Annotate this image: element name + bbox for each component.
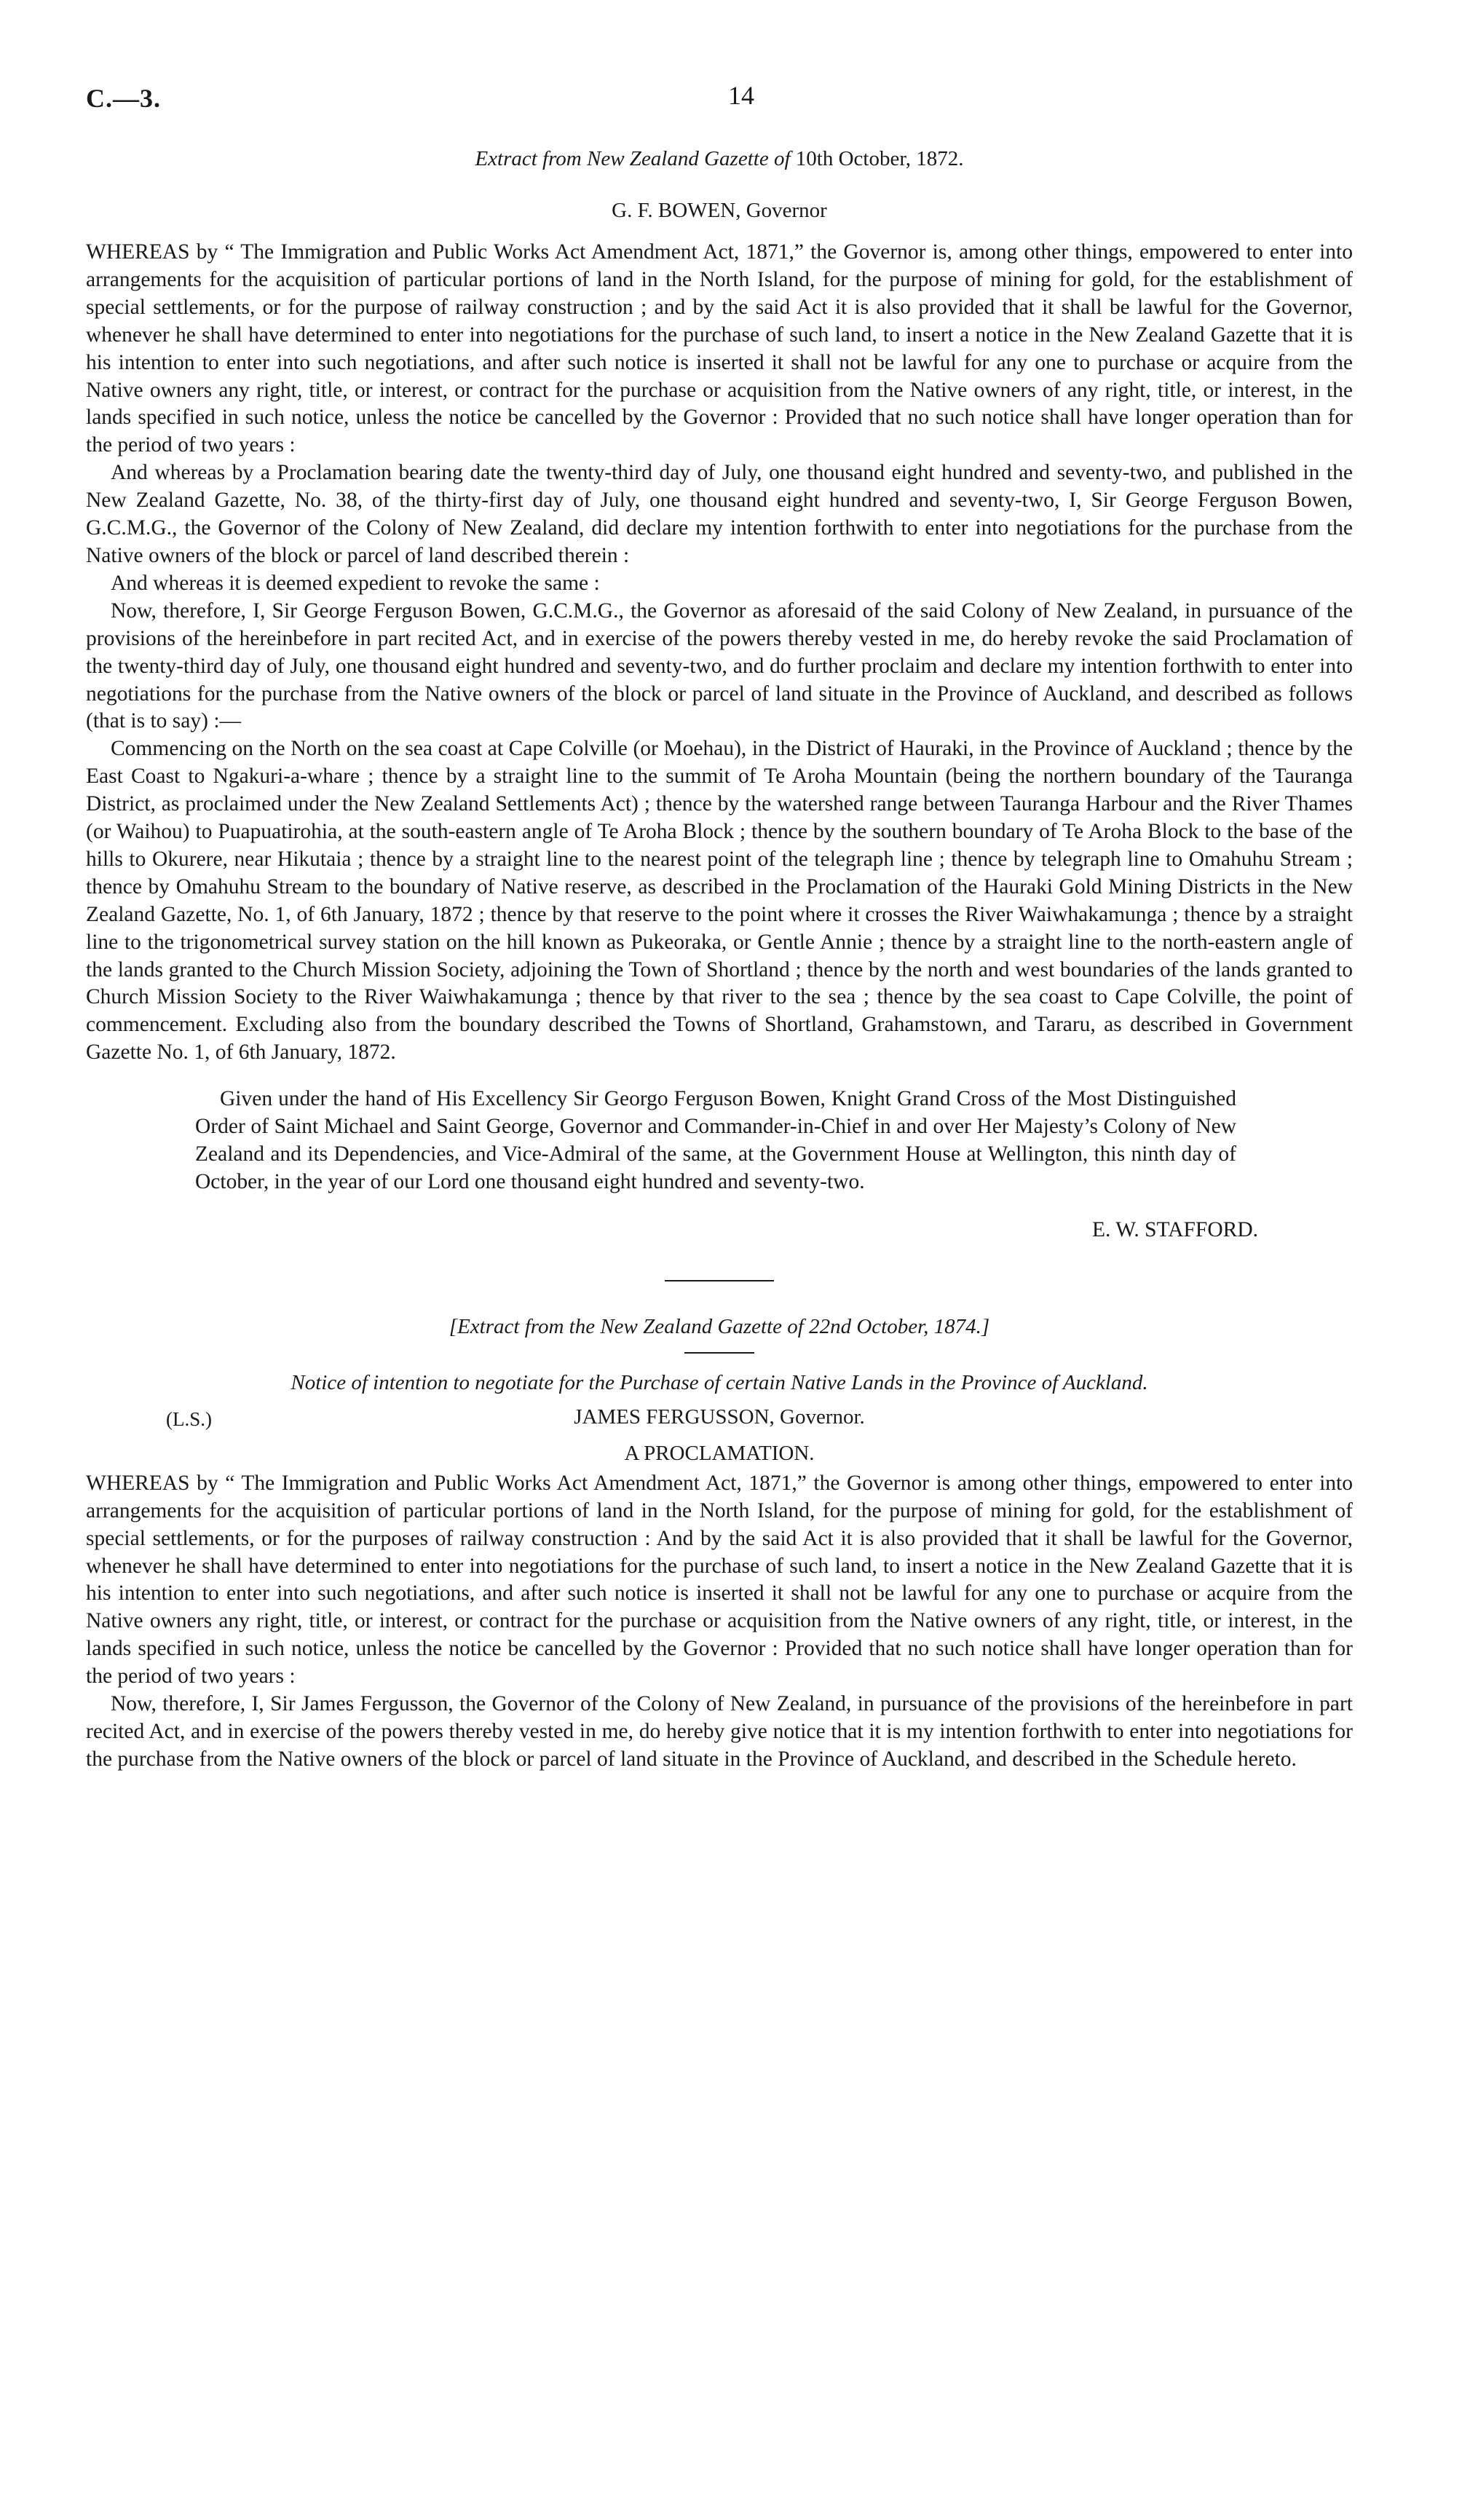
page-code: C.—3. <box>86 84 161 113</box>
signature-one: E. W. STAFFORD. <box>1092 1217 1258 1241</box>
page-header <box>86 70 1353 121</box>
proclamation-heading: A PROCLAMATION. <box>624 1441 815 1465</box>
section-divider-rule <box>665 1280 774 1281</box>
given-under-hand-block: Given under the hand of His Excellency Sir Georgo Ferguson Bowen, Knight Grand Cross of the Most Distinguished Order of Saint Michael and Saint George, Governor and Commander-in-Chief in and over Her Majesty’s Colony of New Zealand and its Dependencies, and Vice-Admiral of the same, at the Government House at Wellington, this ninth day of October, in the year of our Lord one thousand eight hundred and seventy-two. <box>195 1087 1236 1193</box>
paragraph-4: Now, therefore, I, Sir George Ferguson Bowen, G.C.M.G., the Governor as aforesaid of the said Colony of New Zealand, in pursuance of the provisions of the hereinbefore in part recited Act, and in exercise of the powers thereby vested in me, do hereby revoke the said Proclamation of the twenty-third day of July, one thousand eight hundred and seventy-two, and do further proclaim and declare my intention forthwith to enter into negotiations for the purchase from the Native owners of the block or parcel of land situate in the Province of Auckland, and described as follows (that is to say) :— <box>86 599 1353 733</box>
paragraph-6: WHEREAS by “ The Immigration and Public Works Act Amendment Act, 1871,” the Governor is among other things, empowered to enter into arrangements for the acquisition of particular portions of land in the North Island, for the purpose of mining for gold, for the establishment of special settlements, or for the purposes of railway construction : And by the said Act it is also provided that it shall be lawful for the Governor, whenever he shall have determined to enter into negotiations for the purchase of such land, to insert a notice in the New Zealand Gazette that it is his intention to enter into such negotiations, and after such notice is inserted it shall not be lawful for any one to purchase or acquire from the Native owners any right, title, or interest, or contract for the purchase or acquisition from the Native owners of any right, title, or interest, in the lands specified in such notice, unless the notice be cancelled by the Governor : Provided that no such notice shall have longer operation than for the period of two years : <box>86 1471 1353 1688</box>
governor-name-one: G. F. BOWEN, Governor <box>612 199 827 222</box>
extract-heading-one-date: 10th October, 1872. <box>790 147 964 170</box>
paragraph-2: And whereas by a Proclamation bearing date the twenty-third day of July, one thousand eight hundred and seventy-two, and published in the New Zealand Gazette, No. 38, of the thirty-first day of July, one thousand eight hundred and seventy-two, I, Sir George Ferguson Bowen, G.C.M.G., the Governor of the Colony of New Zealand, did declare my intention forthwith to enter into negotiations for the purchase from the Native owners of the block or parcel of land described therein : <box>86 461 1353 567</box>
paragraph-3: And whereas it is deemed expedient to revoke the same : <box>111 571 600 595</box>
extract-heading-one-italic: Extract from New Zealand Gazette of <box>475 147 791 170</box>
page-number: 14 <box>728 81 754 110</box>
extract-heading-two: [Extract from the New Zealand Gazette of 22nd October, 1874.] <box>449 1314 990 1338</box>
notice-title: Notice of intention to negotiate for the Purchase of certain Native Lands in the Province of Auckland. <box>291 1370 1148 1394</box>
sub-divider-rule <box>684 1352 754 1354</box>
governor-name-two: JAMES FERGUSSON, Governor. <box>574 1405 865 1429</box>
paragraph-5-boundary-description: Commencing on the North on the sea coast at Cape Colville (or Moehau), in the District of Hauraki, in the Province of Auckland ; thence by the East Coast to Ngakuri-a-whare ; thence by a straight line to the summit of Te Aroha Mountain (being the northern boundary of the Tauranga District, as proclaimed under the New Zealand Settlements Act) ; thence by the watershed range between Tauranga Harbour and the River Thames (or Waihou) to Puapuatirohia, at the south-eastern angle of Te Aroha Block ; thence by the southern boundary of Te Aroha Block to the base of the hills to Okurere, near Hikutaia ; thence by a straight line to the nearest point of the telegraph line ; thence by telegraph line to Omahuhu Stream ; thence by Omahuhu Stream to the boundary of Native reserve, as described in the Proclamation of the Hauraki Gold Mining Districts in the New Zealand Gazette, No. 1, of 6th January, 1872 ; thence by that reserve to the point where it crosses the River Waiwhakamunga ; thence by a straight line to the trigonometrical survey station on the hill known as Pukeoraka, or Gentle Annie ; thence by a straight line to the north-eastern angle of the lands granted to the Church Mission Society, adjoining the Town of Shortland ; thence by the north and west boundaries of the lands granted to Church Mission Society to the River Waiwhakamunga ; thence by that river to the sea ; thence by the sea coast to Cape Colville, the point of commencement. Excluding also from the boundary described the Towns of Shortland, Grahamstown, and Tararu, as described in Government Gazette No. 1, of 6th January, 1872. <box>86 737 1353 1065</box>
ls-mark: (L.S.) <box>166 1407 212 1430</box>
paragraph-7: Now, therefore, I, Sir James Fergusson, the Governor of the Colony of New Zealand, in pursuance of the provisions of the hereinbefore in part recited Act, and in exercise of the powers thereby vested in me, do hereby give notice that it is my intention forthwith to enter into negotiations for the purchase from the Native owners of the block or parcel of land situate in the Province of Auckland, and described in the Schedule hereto. <box>86 1692 1353 1771</box>
ls-signature-row <box>86 1405 1353 1437</box>
extract-heading-one <box>86 147 1353 171</box>
paragraph-1: WHEREAS by “ The Immigration and Public Works Act Amendment Act, 1871,” the Governor is, among other things, empowered to enter into arrangements for the acquisition of particular portions of land in the North Island, for the purpose of mining for gold, for the establishment of special settlements, or for the purpose of railway construction ; and by the said Act it is also provided that it shall be lawful for the Governor, whenever he shall have determined to enter into negotiations for the purchase of such land, to insert a notice in the New Zealand Gazette that it is his intention to enter into such negotiations, and after such notice is inserted it shall not be lawful for any one to purchase or acquire from the Native owners any right, title, or interest, or contract for the purchase or acquisition from the Native owners of any right, title, or interest, in the lands specified in such notice, unless the notice be cancelled by the Governor : Provided that no such notice shall have longer operation than for the period of two years : <box>86 240 1353 457</box>
